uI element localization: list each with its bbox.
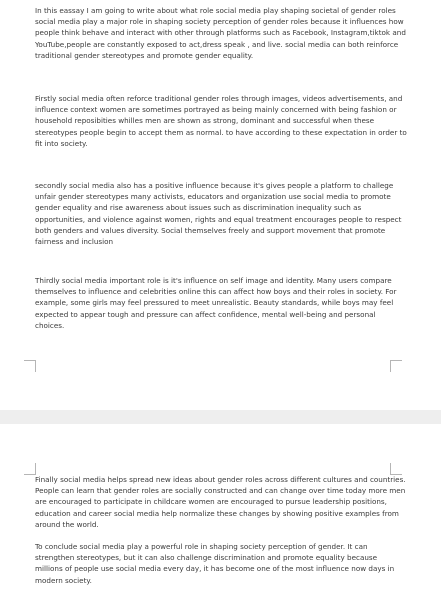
paragraph-introduction: In this eassay I am going to write about what role social media play shaping societal of gender roles social media play a major role in shaping society perception of gender roles because it influences how people think behave and interact with other through platforms such as Facebook, Instagram,tiktok and YouTube,people are constantly exposed to act,dress speak , and live. social media can both reinforce traditional gender stereotypes and promote gender equality. <box>35 6 406 60</box>
paragraph-thirdly: Thirdly social media important role is it's influence on self image and identity. Many users compare themselves to influence and celebrities online this can affect how boys and their roles in society. For example, some girls may feel pressured to meet unrealistic. Beauty standards, while boys may feel expected to appear tough and pressure can affect confidence, mental well-being and personal choices. <box>35 276 397 330</box>
paragraph-firstly: Firstly social media often reforce traditional gender roles through images, videos advertisements, and influence context women are sometimes portrayed as being mainly concerned with being fashion or household reposibities whilles men are shown as strong, dominant and successful when these stereotypes people begin to accept them as normal. to have according to these expectation in order to fit into society. <box>35 94 407 148</box>
document-page-2 <box>0 424 441 598</box>
page-separator <box>0 410 441 424</box>
paragraph-finally: Finally social media helps spread new ideas about gender roles across different cultures and countries. People can learn that gender roles are socially constructed and can change over time today more men are encouraged to participate in childcare women are encouraged to pursue leadership positions, education and career social media help normalize these changes by showing positive examples from around the world. <box>35 475 406 529</box>
page-margin-corner-bottom-left <box>24 360 36 372</box>
paragraph-conclusion: To conclude social media play a powerful role in shaping society perception of gender. It can strengthen stereotypes, but it can also challenge discrimination and promote equality because millions of people use social media every day, it has become one of the most influence now days in modern society. <box>35 542 395 585</box>
paragraph-secondly: secondly social media also has a positive influence because it's gives people a platform to challege unfair gender stereotypes many activists, educators and organization use social media to promote gender equality and rise awareness about issues such as discrimination inequality such as opportunities, and violence against women, rights and equal treatment encourages people to respect both genders and values diversity. Social themselves freely and support movement that promote fairness and inclusion <box>35 181 402 247</box>
page-margin-corner-bottom-right <box>390 360 402 372</box>
